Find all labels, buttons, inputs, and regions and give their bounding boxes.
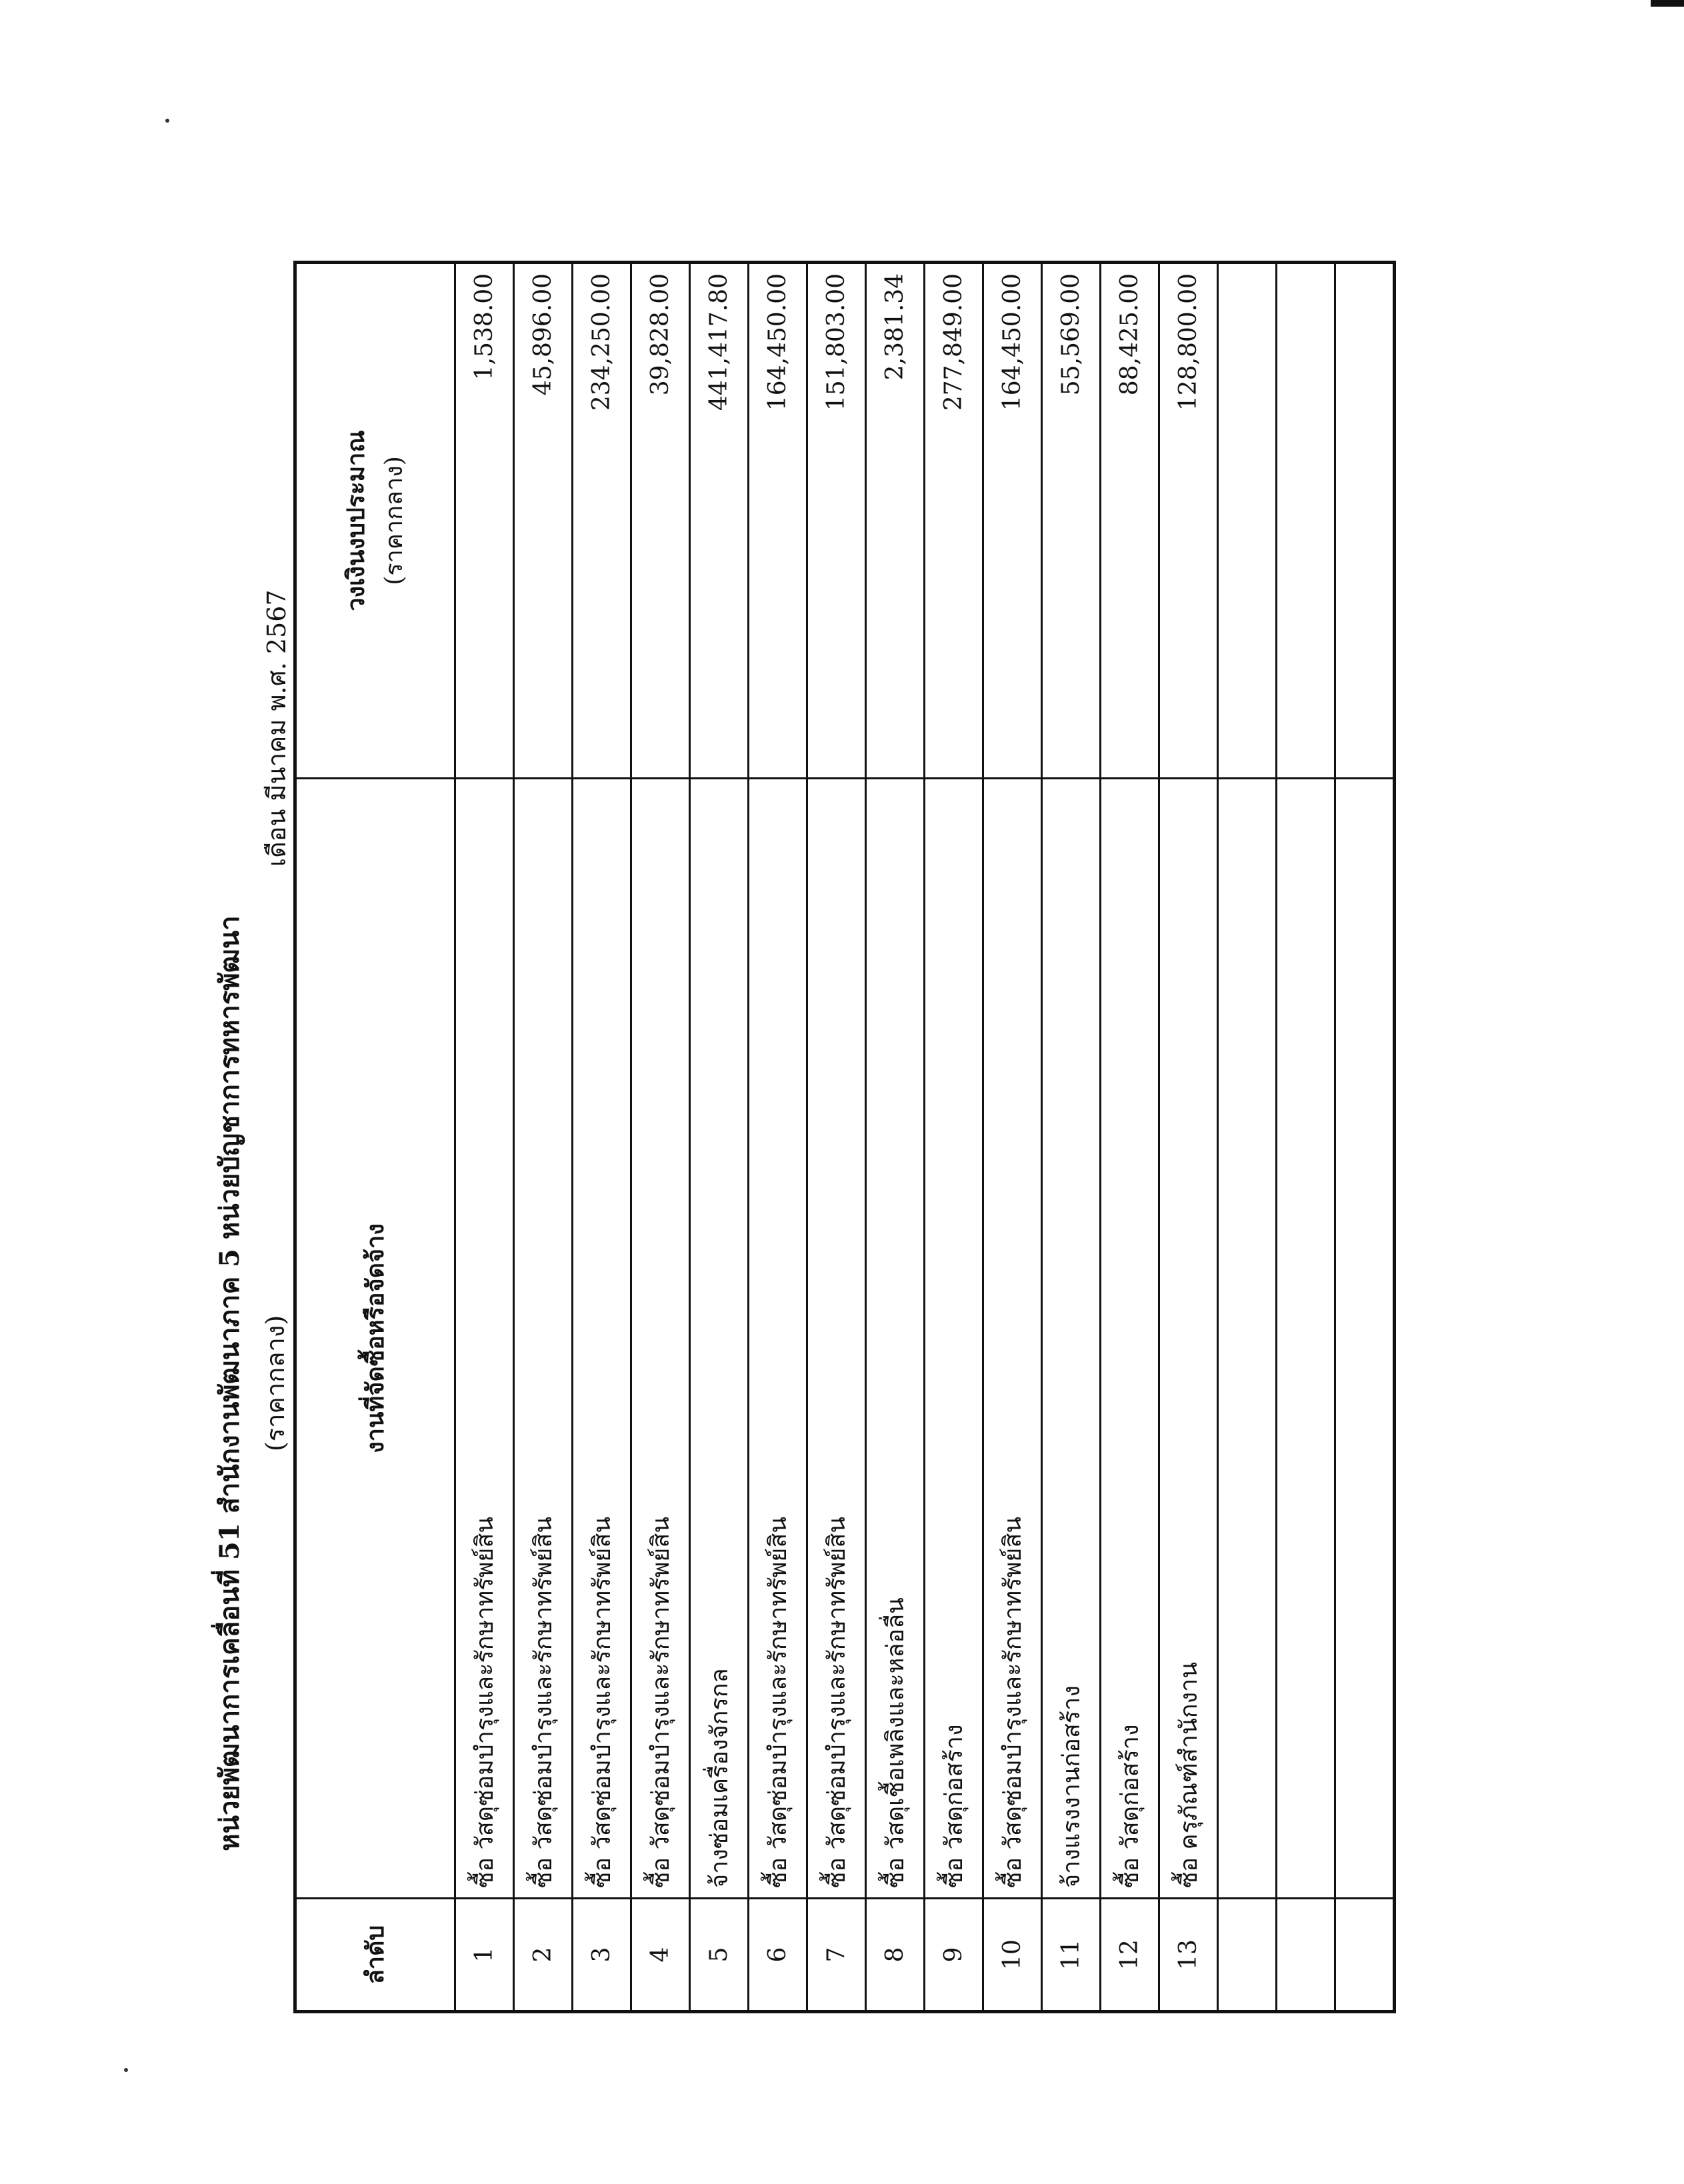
- header-item: งานที่จัดซื้อหรือจัดจ้าง: [295, 779, 455, 1899]
- table-row: [1101, 263, 1159, 2012]
- row-no: 9: [925, 1899, 983, 2012]
- row-amount: 128,800.00: [1159, 263, 1218, 779]
- row-amount: 234,250.00: [573, 263, 631, 779]
- row-item: ซื้อ วัสดุเชื้อเพลิงและหล่อลื่น: [866, 779, 925, 1899]
- row-no: 1: [455, 1899, 514, 2012]
- row-amount: 151,803.00: [807, 263, 866, 779]
- table-row: [1159, 263, 1218, 2012]
- row-amount: 39,828.00: [631, 263, 690, 779]
- table-row: [749, 263, 807, 2012]
- document-subtitle: (ราคากลาง): [261, 1315, 290, 1452]
- table-row: [925, 263, 983, 2012]
- row-amount: [1218, 263, 1277, 779]
- row-item: ซื้อ วัสดุซ่อมบำรุงและรักษาทรัพย์สิน: [573, 779, 631, 1899]
- row-no: 7: [807, 1899, 866, 2012]
- row-no: [1335, 1899, 1395, 2012]
- row-amount: 1,538.00: [455, 263, 514, 779]
- row-item: ซื้อ ครุภัณฑ์สำนักงาน: [1159, 779, 1218, 1899]
- row-no: 10: [983, 1899, 1042, 2012]
- row-no: 11: [1042, 1899, 1101, 2012]
- row-amount: [1335, 263, 1395, 779]
- row-no: 4: [631, 1899, 690, 2012]
- row-no: 2: [514, 1899, 573, 2012]
- row-item: ซื้อ วัสดุก่อสร้าง: [1101, 779, 1159, 1899]
- row-no: [1277, 1899, 1335, 2012]
- row-item: จ้างแรงงานก่อสร้าง: [1042, 779, 1101, 1899]
- row-item: ซื้อ วัสดุซ่อมบำรุงและรักษาทรัพย์สิน: [749, 779, 807, 1899]
- row-amount: 164,450.00: [749, 263, 807, 779]
- document-sheet: [207, 253, 1340, 2013]
- table-row-empty: [1277, 263, 1335, 2012]
- row-amount: 55,569.00: [1042, 263, 1101, 779]
- row-item: [1335, 779, 1395, 1899]
- table-row-empty: [1218, 263, 1277, 2012]
- row-amount: 164,450.00: [983, 263, 1042, 779]
- header-amount-label: วงเงินงบประมาณ: [342, 430, 370, 611]
- row-item: ซื้อ วัสดุซ่อมบำรุงและรักษาทรัพย์สิน: [983, 779, 1042, 1899]
- row-item: ซื้อ วัสดุซ่อมบำรุงและรักษาทรัพย์สิน: [514, 779, 573, 1899]
- row-no: [1218, 1899, 1277, 2012]
- row-amount: [1277, 263, 1335, 779]
- row-no: 8: [866, 1899, 925, 2012]
- row-no: 13: [1159, 1899, 1218, 2012]
- procurement-table: [293, 261, 1396, 2013]
- row-amount: 2,381.34: [866, 263, 925, 779]
- row-no: 3: [573, 1899, 631, 2012]
- table-row: [983, 263, 1042, 2012]
- table-row: [866, 263, 925, 2012]
- table-row: [690, 263, 749, 2012]
- row-item: ซื้อ วัสดุก่อสร้าง: [925, 779, 983, 1899]
- scan-speck: [124, 2068, 128, 2072]
- table-row: [631, 263, 690, 2012]
- table-body: [455, 263, 1395, 2012]
- table-row: [807, 263, 866, 2012]
- header-amount: [295, 263, 455, 779]
- row-no: 12: [1101, 1899, 1159, 2012]
- table-row: [1042, 263, 1101, 2012]
- document-title: หน่วยพัฒนาการเคลื่อนที่ 51 สำนักงานพัฒนาภาค 5 หน่วยบัญชาการทหารพัฒนา: [214, 915, 245, 1851]
- header-amount-sub: (ราคากลาง): [381, 456, 408, 585]
- table-row-empty: [1335, 263, 1395, 2012]
- row-item: ซื้อ วัสดุซ่อมบำรุงและรักษาทรัพย์สิน: [455, 779, 514, 1899]
- row-amount: 277,849.00: [925, 263, 983, 779]
- header-no: ลำดับ: [295, 1899, 455, 2012]
- row-item: [1218, 779, 1277, 1899]
- row-amount: 88,425.00: [1101, 263, 1159, 779]
- row-no: 5: [690, 1899, 749, 2012]
- scan-edge-mark: [1651, 0, 1684, 7]
- row-item: จ้างซ่อมเครื่องจักรกล: [690, 779, 749, 1899]
- table-row: [573, 263, 631, 2012]
- row-no: 6: [749, 1899, 807, 2012]
- scan-speck: [165, 119, 169, 123]
- row-amount: 45,896.00: [514, 263, 573, 779]
- table-row: [455, 263, 514, 2012]
- row-item: [1277, 779, 1335, 1899]
- table-row: [514, 263, 573, 2012]
- row-item: ซื้อ วัสดุซ่อมบำรุงและรักษาทรัพย์สิน: [807, 779, 866, 1899]
- row-item: ซื้อ วัสดุซ่อมบำรุงและรักษาทรัพย์สิน: [631, 779, 690, 1899]
- document-period: เดือน มีนาคม พ.ศ. 2567: [262, 589, 291, 867]
- row-amount: 441,417.80: [690, 263, 749, 779]
- table-header-row: [295, 263, 455, 2012]
